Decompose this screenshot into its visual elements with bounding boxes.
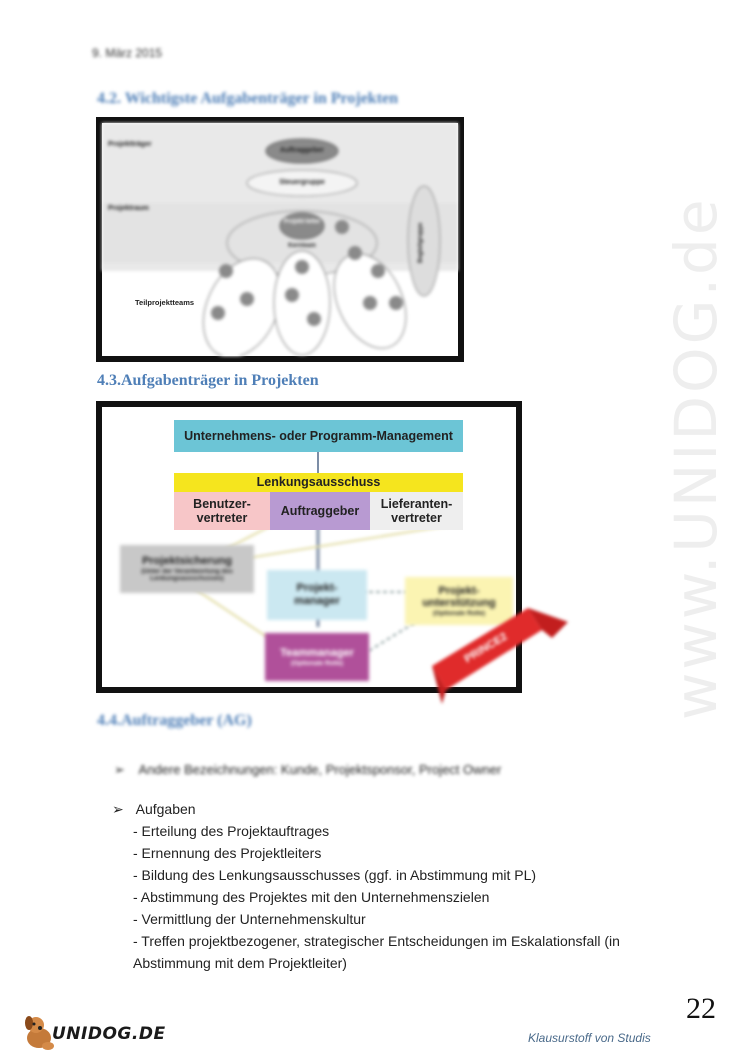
diagram1-shapes xyxy=(102,123,458,356)
teammanager-label: Teammanager xyxy=(280,646,354,659)
aufgabe-item-continued: Abstimmung mit dem Projektleiter) xyxy=(133,955,347,971)
teammanager-sub: (Optionale Rolle) xyxy=(291,659,343,667)
aufgabe-item: - Abstimmung des Projektes mit den Unternehmenszielen xyxy=(133,889,490,905)
box-management: Unternehmens- oder Programm-Management xyxy=(174,420,463,452)
section-heading-4-2: 4.2. Wichtigste Aufgabenträger in Projekten xyxy=(97,90,399,107)
label-teilprojektteams: Teilprojektteams xyxy=(135,298,195,307)
projektsicherung-label: Projektsicherung xyxy=(142,555,232,568)
label-projektraum: Projektraum xyxy=(108,205,149,212)
blurred-bullet xyxy=(114,762,501,778)
aufgabe-item: - Vermittlung der Unternehmenskultur xyxy=(133,911,366,927)
box-teammanager xyxy=(265,633,369,681)
label-projekttraeger: Projektträger xyxy=(108,141,152,148)
aufgaben-list xyxy=(112,798,652,974)
label-projektleiter: Projekt-leiter xyxy=(283,219,321,225)
section-heading-4-3: 4.3.Aufgabenträger in Projekten xyxy=(97,372,319,389)
logo-text: UNIDOG.DE xyxy=(52,1024,166,1044)
aufgabe-item: - Treffen projektbezogener, strategischer Entscheidungen im Eskalationsfall (in xyxy=(133,933,620,949)
aufgabe-item: - Bildung des Lenkungsausschusses (ggf. in Abstimmung mit PL) xyxy=(133,867,537,883)
box-projektmanager: Projekt- manager xyxy=(267,570,367,620)
box-lieferantenvertreter: Lieferanten- vertreter xyxy=(370,492,463,530)
box-lenkungsausschuss: Lenkungsausschuss xyxy=(174,473,463,492)
aufgaben-heading xyxy=(112,798,652,820)
box-benutzervertreter: Benutzer- vertreter xyxy=(174,492,270,530)
ribbon-label: PRINCE2 xyxy=(462,630,510,666)
unidog-logo xyxy=(22,1012,166,1052)
projektsicherung-sub: (Unter der Verantwortung des Lenkungsausschusses) xyxy=(141,567,233,583)
label-kernteam: Kernteam xyxy=(288,243,316,249)
ribbon-shape xyxy=(432,604,570,704)
projektunterstuetzung-sub: (Optionale Rolle) xyxy=(433,609,485,617)
label-begleitgruppe: Begleitgruppe xyxy=(418,222,424,263)
prince2-ribbon xyxy=(432,604,570,704)
arrow-bullet-icon: ➢ xyxy=(112,801,124,817)
footer-text: Klausurstoff von Studis xyxy=(528,1031,651,1045)
box-projektsicherung xyxy=(120,545,254,593)
box-auftraggeber: Auftraggeber xyxy=(270,492,370,530)
watermark: www.UNIDOG.de xyxy=(662,196,730,720)
label-auftraggeber: Auftraggeber xyxy=(280,147,324,154)
dog-icon xyxy=(22,1012,56,1052)
label-steuergruppe: Steuergruppe xyxy=(279,179,325,186)
aufgaben-label: Aufgaben xyxy=(135,801,196,817)
page-number: 22 xyxy=(686,992,716,1025)
header-date: 9. März 2015 xyxy=(92,46,163,60)
section-heading-4-4: 4.4.Auftraggeber (AG) xyxy=(97,712,252,729)
diagram-aufgabentraeger xyxy=(96,117,464,362)
aufgabe-item: - Erteilung des Projektauftrages xyxy=(133,823,330,839)
arrow-bullet-icon: ➢ xyxy=(114,762,125,777)
blurred-bullet-text: Andere Bezeichnungen: Kunde, Projektsponsor, Project Owner xyxy=(138,762,502,777)
projektunterstuetzung-label: Projekt- unterstützung xyxy=(422,584,496,610)
aufgabe-item: - Ernennung des Projektleiters xyxy=(133,845,322,861)
